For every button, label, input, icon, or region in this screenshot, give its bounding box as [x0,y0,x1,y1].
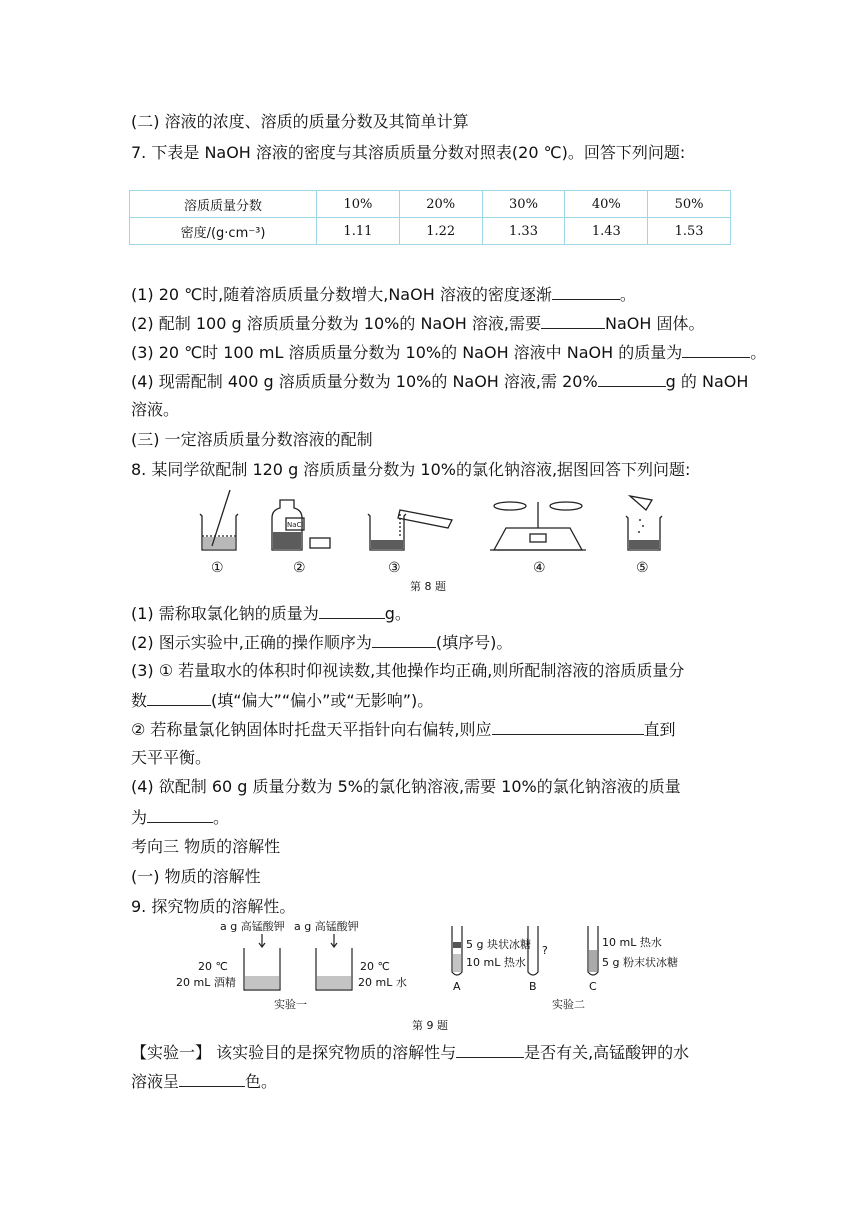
tube-label: B [529,980,537,993]
experiment-label: a g 高锰酸钾 [294,920,359,933]
question-7-part-4: (4) 现需配制 400 g 溶质质量分数为 10%的 NaOH 溶液,需 20% g 的 NaOH [131,372,749,391]
answer-blank [682,341,750,358]
experiment-label: a g 高锰酸钾 [220,920,285,933]
experiment-label: 10 mL 热水 [466,956,526,969]
question-9-stem: 9. 探究物质的溶解性。 [131,897,296,916]
experiment-label: ? [542,944,548,957]
question-7-part-3: (3) 20 ℃时 100 mL 溶质质量分数为 10%的 NaOH 溶液中 NaOH 的质量为 。 [131,343,767,362]
question-8-part-3b-cont: 天平平衡。 [131,748,212,767]
table-cell: 50% [648,191,731,218]
answer-blank [372,631,436,648]
experiment-label: 20 mL 酒精 [176,976,236,989]
question-8-part-2: (2) 图示实验中,正确的操作顺序为 (填序号)。 [131,633,513,652]
experiment-label: 10 mL 热水 [602,936,662,949]
section-title: (二) 溶液的浓度、溶质的质量分数及其简单计算 [131,112,469,131]
section-title: (三) 一定溶质质量分数溶液的配制 [131,430,373,449]
table-cell: 1.22 [399,218,482,245]
figure-label: ③ [388,560,401,576]
balance-illustration [490,502,586,550]
table-row [130,218,731,245]
table-cell: 10% [317,191,400,218]
question-7-part-4-cont: 溶液。 [131,400,180,419]
table-cell: 40% [565,191,648,218]
bottle-label: NaCl [287,521,304,529]
question-9-experiment-1: 【实验一】 该实验目的是探究物质的溶解性与 是否有关,高锰酸钾的水 [131,1043,690,1062]
experiment-label: 20 ℃ [360,960,390,973]
figure-label: ⑤ [636,560,649,576]
density-table [129,190,731,245]
table-cell: 1.11 [317,218,400,245]
answer-blank [319,602,385,619]
answer-blank [552,283,620,300]
experiment-name: 实验一 [274,998,307,1011]
experiment-label: 5 g 块状冰糖 [466,938,531,951]
tube-label: A [453,980,461,993]
question-9-figure [170,918,690,1018]
question-9-experiment-1-cont: 溶液呈 色。 [131,1072,278,1091]
question-7-part-2: (2) 配制 100 g 溶质质量分数为 10%的 NaOH 溶液,需要 NaOH 固体。 [131,314,705,333]
table-header-cell: 溶质质量分数 [130,191,317,218]
answer-blank [147,689,211,706]
answer-blank [492,718,644,735]
question-8-stem: 8. 某同学欲配制 120 g 溶质质量分数为 10%的氯化钠溶液,据图回答下列问题: [131,460,691,479]
answer-blank [456,1041,524,1058]
answer-blank [147,806,213,823]
question-8-figure [190,488,670,588]
experiment-label: 5 g 粉末状冰糖 [602,956,678,969]
table-cell: 1.33 [482,218,565,245]
figure-label: ④ [533,560,546,576]
table-cell: 1.43 [565,218,648,245]
figure-label: ① [211,560,224,576]
answer-blank [541,312,605,329]
question-8-part-4-cont: 为 。 [131,808,230,827]
question-7-part-1: (1) 20 ℃时,随着溶质质量分数增大,NaOH 溶液的密度逐渐 。 [131,285,636,304]
question-8-part-1: (1) 需称取氯化钠的质量为 g。 [131,604,411,623]
table-cell: 30% [482,191,565,218]
figure-caption: 第 9 题 [412,1019,448,1032]
question-8-part-4: (4) 欲配制 60 g 质量分数为 5%的氯化钠溶液,需要 10%的氯化钠溶液的质量 [131,777,681,796]
question-7-stem: 7. 下表是 NaOH 溶液的密度与其溶质质量分数对照表(20 ℃)。回答下列问题: [131,143,686,162]
topic-title: 考向三 物质的溶解性 [131,837,281,856]
question-8-part-3-cont: 数 (填“偏大”“偏小”或“无影响”)。 [131,691,434,710]
table-row [130,191,731,218]
experiment-name: 实验二 [552,998,585,1011]
table-cell: 1.53 [648,218,731,245]
question-8-part-3b: ② 若称量氯化钠固体时托盘天平指针向右偏转,则应 直到 [131,720,676,739]
table-header-cell: 密度/(g·cm⁻³) [130,218,317,245]
answer-blank [179,1070,245,1087]
answer-blank [598,370,666,387]
figure-label: ② [293,560,306,576]
question-8-part-3: (3) ① 若量取水的体积时仰视读数,其他操作均正确,则所配制溶液的溶质质量分 [131,661,685,680]
experiment-label: 20 ℃ [198,960,228,973]
section-title: (一) 物质的溶解性 [131,867,261,886]
experiment-label: 20 mL 水 [358,976,407,989]
tube-label: C [589,980,597,993]
table-cell: 20% [399,191,482,218]
figure-caption: 第 8 题 [410,580,446,593]
